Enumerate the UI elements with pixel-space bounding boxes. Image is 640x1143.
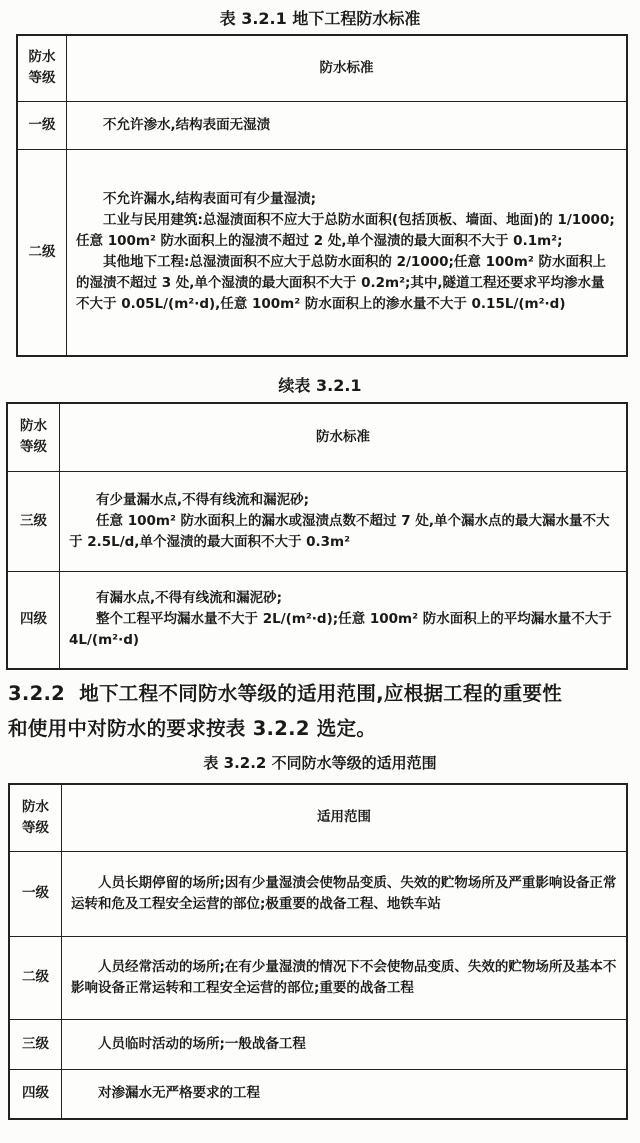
row-grade: 一级	[9, 851, 62, 936]
table-header-row	[17, 35, 627, 101]
table-row	[7, 571, 627, 669]
row-content	[60, 471, 628, 571]
table-3-2-1-continued	[6, 402, 628, 670]
table-row	[9, 1019, 627, 1069]
clause-3-2-2	[8, 676, 633, 746]
header-grade-line2: 等级	[28, 70, 56, 87]
row-grade: 四级	[9, 1069, 62, 1119]
row-grade: 二级	[17, 149, 67, 356]
table-row	[17, 101, 627, 149]
header-grade	[9, 784, 62, 851]
row-content: 人员经常活动的场所;在有少量湿渍的情况下不会使物品变质、失效的贮物场所及基本不影响设备正常运转和工程安全运营的部位;重要的战备工程	[62, 936, 628, 1019]
row-content	[60, 571, 628, 669]
clause-line2: 和使用中对防水的要求按表 3.2.2 选定。	[8, 717, 377, 740]
table2-caption: 续表 3.2.1	[278, 376, 362, 395]
row-grade: 四级	[7, 571, 60, 669]
table-row	[9, 936, 627, 1019]
row-content: 不允许渗水,结构表面无湿渍	[67, 101, 628, 149]
header-content: 防水标准	[67, 35, 628, 101]
clause-line1: 3.2.2 地下工程不同防水等级的适用范围,应根据工程的重要性	[8, 682, 563, 705]
row-grade: 三级	[7, 471, 60, 571]
header-grade-line1: 防水	[22, 798, 49, 815]
header-grade	[17, 35, 67, 101]
content-line: 任意 100m² 防水面积上的漏水或湿渍点数不超过 7 处,单个漏水点的最大漏水量不大于 2.5L/d,单个湿渍的最大面积不大于 0.3m²	[69, 512, 610, 550]
row-content: 人员长期停留的场所;因有少量湿渍会使物品变质、失效的贮物场所及严重影响设备正常运转和危及工程安全运营的部位;极重要的战备工程、地铁车站	[62, 851, 628, 936]
header-grade-line2: 等级	[22, 819, 49, 836]
table1-caption: 表 3.2.1 地下工程防水标准	[219, 9, 421, 28]
row-content	[67, 149, 628, 356]
header-grade-line1: 防水	[20, 418, 47, 435]
row-grade: 二级	[9, 936, 62, 1019]
table-3-2-2	[8, 783, 628, 1120]
content-line: 其他地下工程:总湿渍面积不应大于总防水面积的 2/1000;任意 100m² 防水面积上的湿渍不超过 3 处,单个湿渍的最大面积不大于 0.2m²;其中,隧道工程还要求平均渗水量不大于 0.05L/(m²·d),任意 100m² 防水面积上的渗水量不大于 0.15L/(m²·d)	[76, 254, 606, 313]
row-grade: 一级	[17, 101, 67, 149]
table-3-2-1	[16, 34, 628, 357]
header-grade-line2: 等级	[20, 439, 47, 456]
table-row	[9, 1069, 627, 1119]
header-grade-line1: 防水	[28, 49, 56, 66]
header-grade	[7, 403, 60, 471]
table3-caption: 表 3.2.2 不同防水等级的适用范围	[203, 754, 437, 772]
content-line: 不允许漏水,结构表面可有少量湿渍;	[103, 191, 317, 208]
row-grade: 三级	[9, 1019, 62, 1069]
table-row	[17, 149, 627, 356]
header-content: 适用范围	[62, 784, 628, 851]
content-line: 有漏水点,不得有线流和漏泥砂;	[96, 590, 283, 607]
content-line: 有少量漏水点,不得有线流和漏泥砂;	[96, 491, 310, 508]
table-header-row	[7, 403, 627, 471]
content-line: 工业与民用建筑:总湿渍面积不应大于总防水面积(包括顶板、墙面、地面)的 1/1000;任意 100m² 防水面积上的湿渍不超过 2 处,单个湿渍的最大面积不大于 0.1m²;	[76, 212, 615, 250]
row-content: 人员临时活动的场所;一般战备工程	[62, 1019, 628, 1069]
row-content: 对渗漏水无严格要求的工程	[62, 1069, 628, 1119]
content-line: 整个工程平均漏水量不大于 2L/(m²·d);任意 100m² 防水面积上的平均漏水量不大于 4L/(m²·d)	[69, 611, 612, 649]
table-row	[9, 851, 627, 936]
table-header-row	[9, 784, 627, 851]
header-content: 防水标准	[60, 403, 628, 471]
table-row	[7, 471, 627, 571]
